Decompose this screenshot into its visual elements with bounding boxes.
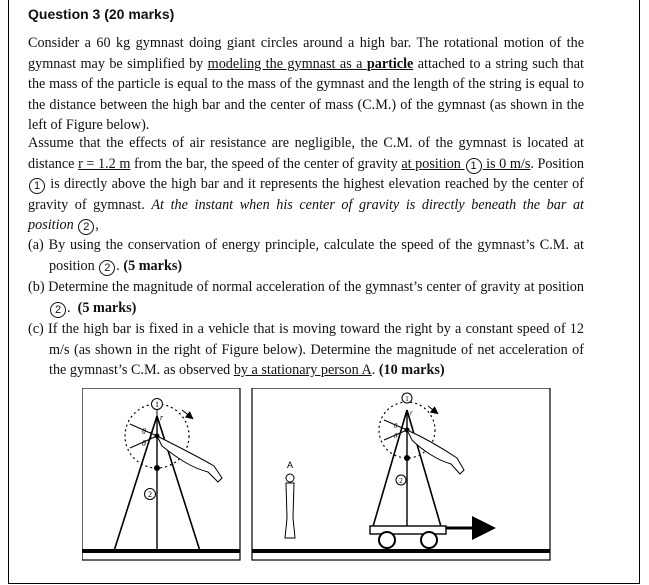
position-2-marker: 2 (99, 260, 115, 276)
theta-label: θ (142, 427, 146, 436)
cm-point (154, 465, 160, 471)
position-2-label-text: 2 (399, 477, 403, 485)
theta-label: θ (394, 422, 398, 430)
gymnast-figure (82, 388, 557, 568)
question-c: (c) If the high bar is fixed in a vehicle that is moving toward the right by a constant speed of 12 m/s (as shown in the right of Figure below). Determine the magnitude of net acceleration of the gymnast’s C.M. as observed by a stationary person A. (10 marks) (28, 321, 584, 378)
r-label: r (160, 413, 164, 422)
assumption-paragraph: Assume that the effects of air resistance are negligible, the C.M. of the gymnast is located at distance r = 1.2 m from the bar, the speed of the center of gravity at position 1 is 0 m/s. Position 1 is directly above the high bar and it represents the highest elevation reached by the center of gravity of gymnast. At the instant when his center of gravity is directly beneath the bar at position 2 , (28, 135, 585, 233)
support-leg (114, 416, 157, 551)
question-heading: Question 3 (20 marks) (28, 6, 175, 22)
left-panel (82, 388, 240, 560)
rotation-arrow (182, 410, 192, 418)
position-2-marker: 2 (78, 219, 94, 235)
cm-point (404, 455, 410, 461)
position-1-marker: 1 (29, 178, 45, 194)
rotation-arrow (428, 406, 437, 413)
question-b: (b) Determine the magnitude of normal acceleration of the gymnast’s center of gravity at position 2 . (5 marks) (28, 279, 584, 316)
position-1-label-text: 1 (155, 400, 159, 409)
person-a-head (286, 474, 294, 482)
position-1-label-text: 1 (405, 395, 409, 403)
intro-paragraph: Consider a 60 kg gymnast doing giant circles around a high bar. The rotational motion of the gymnast may be simplified by modeling the gymnast as a particle attached to a string such that the mass of the particle is equal to the mass of the gymnast and the length of the string is equal to the distance between the high bar and the center of mass (C.M.) of the gymnast (as shown in the left of Figure below). (28, 35, 584, 133)
theta-label: θ (394, 432, 398, 440)
person-a-body (285, 483, 295, 538)
vehicle-wheel (379, 532, 395, 548)
support-leg (157, 416, 200, 551)
position-2-marker: 2 (50, 302, 66, 318)
position-2-label-text: 2 (148, 490, 152, 499)
gymnast-shape (157, 436, 222, 482)
theta-label: θ (142, 439, 146, 448)
question-a: (a) By using the conservation of energy principle, calculate the speed of the gymnast’s C.M. at position 2 . (5 marks) (28, 237, 584, 274)
support-leg (407, 410, 442, 530)
person-a-label: A (286, 460, 294, 470)
right-panel (252, 388, 550, 560)
position-1-marker: 1 (466, 158, 482, 174)
gymnast-shape (407, 430, 464, 474)
r-label: r (410, 409, 413, 417)
vehicle-platform (370, 526, 446, 534)
vehicle-wheel (421, 532, 437, 548)
